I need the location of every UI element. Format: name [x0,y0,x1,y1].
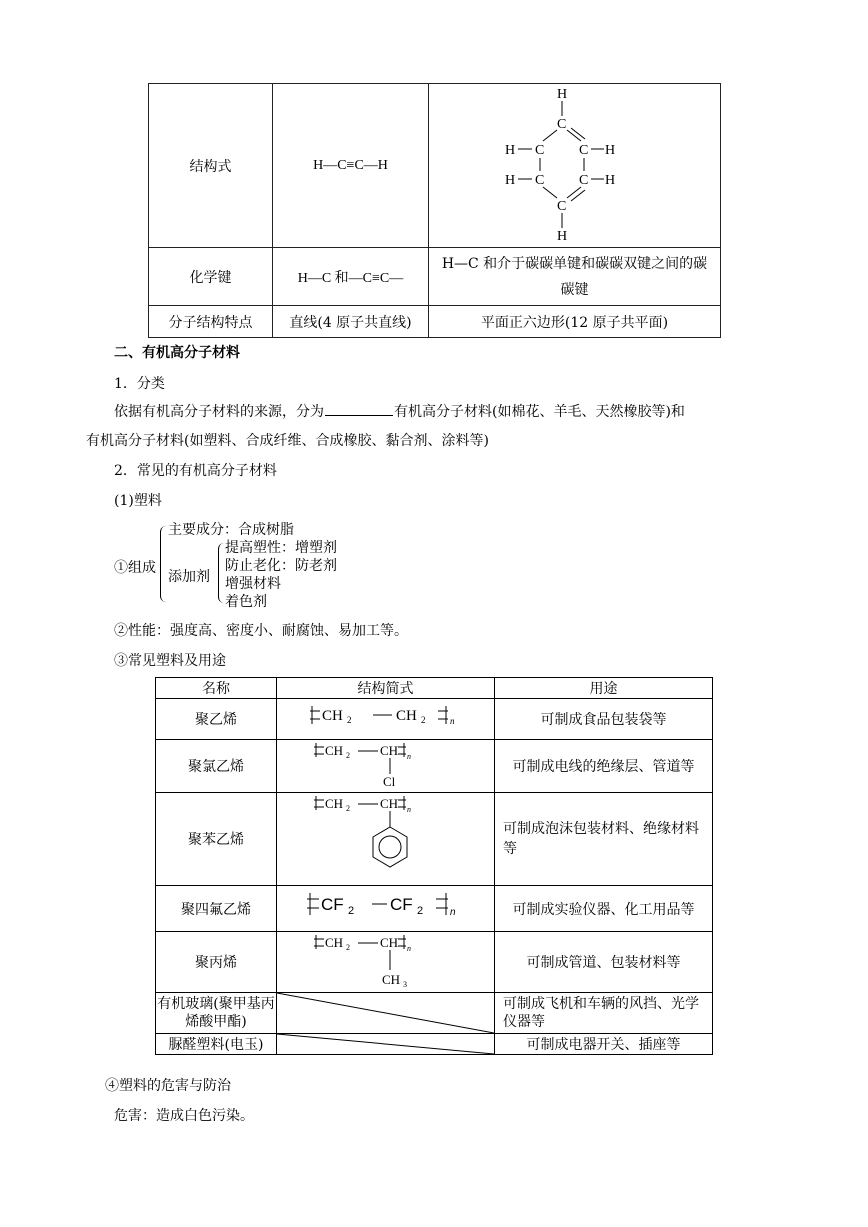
benzene-kekule-diagram [505,86,645,246]
atom-h-top: H [556,86,567,102]
svg-text:2: 2 [345,943,350,952]
formula-polystyrene [277,793,495,886]
svg-text:H: H [504,142,515,158]
plastic-name: 聚丙烯 [156,932,277,993]
item-plastic: (1)塑料 [114,493,162,509]
hazard-text: 危害：造成白色污染。 [114,1108,254,1124]
plastic-use: 可制成电器开关、插座等 [495,1034,713,1055]
svg-text:CF: CF [320,894,344,914]
table-row [156,793,713,886]
formula-empty [277,1034,495,1055]
svg-text:3: 3 [402,980,407,988]
diagonal-line [277,993,494,1033]
svg-text:CF: CF [389,894,413,914]
svg-text:n: n [406,944,411,953]
svg-text:n: n [449,716,454,726]
benzene-structure [429,84,721,248]
svg-text:Cl: Cl [382,774,395,788]
formula-empty [277,993,495,1034]
polyethylene-formula [286,699,486,735]
svg-text:CH: CH [324,796,343,811]
plastic-name: 有机玻璃(聚甲基丙烯酸甲酯) [156,993,277,1034]
section-heading: 二、有机高分子材料 [114,345,240,361]
acetylene-structure: H—C≡C—H [273,84,429,248]
table-row [156,1034,713,1055]
para-part-a: 依据有机高分子材料的来源，分为 [114,404,324,420]
formula-ptfe [277,886,495,932]
svg-text:C: C [534,142,544,158]
svg-text:2: 2 [416,904,423,917]
row-label-structure: 结构式 [149,84,273,248]
header-use: 用途 [495,678,713,699]
fill-in-blank[interactable] [325,401,393,416]
svg-text:CH: CH [324,743,343,758]
svg-text:CH: CH [379,743,398,758]
formula-pvc [277,740,495,793]
plastic-use: 可制成飞机和车辆的风挡、光学仪器等 [495,993,713,1034]
acetylene-feature: 直线(4 原子共直线) [273,306,429,338]
table-row [156,699,713,740]
table-row [156,886,713,932]
polystyrene-formula [286,793,486,881]
plastic-use: 可制成食品包装袋等 [495,699,713,740]
structure-table [148,83,721,338]
svg-text:CH: CH [379,935,398,950]
polypropylene-formula [286,932,486,988]
svg-text:H: H [504,172,515,188]
svg-text:CH: CH [324,935,343,950]
pvc-formula [286,740,486,788]
diagonal-line [277,1034,494,1054]
para-part-c: 有机高分子材料(如塑料、合成纤维、合成橡胶、黏合剂、涂料等) [86,433,489,449]
svg-text:CH: CH [395,708,417,724]
composition-label: ①组成 [114,560,156,576]
row-label-bond: 化学键 [149,248,273,306]
svg-text:C: C [578,142,588,158]
property-text: ②性能：强度高、密度小、耐腐蚀、易加工等。 [114,623,408,639]
additive-3: 增强材料 [225,576,281,592]
benzene-bond: H—C 和介于碳碳单键和碳碳双键之间的碳碳键 [429,248,721,306]
common-plastics-title: ③常见塑料及用途 [114,653,226,669]
svg-text:H: H [604,142,615,158]
atom-c-top: C [556,116,566,132]
row-label-feature: 分子结构特点 [149,306,273,338]
para-part-b: 有机高分子材料(如棉花、羊毛、天然橡胶等)和 [394,404,685,420]
table-row [156,740,713,793]
ptfe-formula [286,887,486,927]
plastic-name: 聚氯乙烯 [156,740,277,793]
plastic-use: 可制成实验仪器、化工用品等 [495,886,713,932]
hazard-title: ④塑料的危害与防治 [105,1078,231,1094]
formula-polyethylene [277,699,495,740]
plastic-name: 聚四氟乙烯 [156,886,277,932]
ch2-left: CH [321,708,343,724]
svg-text:C: C [578,172,588,188]
acetylene-bond: H—C 和—C≡C— [273,248,429,306]
plastic-use: 可制成泡沫包装材料、绝缘材料等 [495,793,713,886]
additive-1: 提高塑性：增塑剂 [225,540,337,556]
header-formula: 结构简式 [277,678,495,699]
plastic-use: 可制成电线的绝缘层、管道等 [495,740,713,793]
svg-text:n: n [406,805,411,814]
svg-text:CH: CH [381,972,400,987]
svg-text:H: H [604,172,615,188]
svg-text:2: 2 [347,904,354,917]
svg-text:2: 2 [345,804,350,813]
svg-text:2: 2 [346,715,351,725]
additive-4: 着色剂 [225,594,267,610]
plastic-name: 脲醛塑料(电玉) [156,1034,277,1055]
classification-paragraph [114,401,685,421]
formula-pp [277,932,495,993]
svg-text:CH: CH [379,796,398,811]
svg-text:2: 2 [345,751,350,760]
svg-text:C: C [556,198,566,214]
item-classification: 1．分类 [114,376,165,392]
table-row [156,932,713,993]
svg-text:n: n [406,752,411,761]
svg-text:n: n [449,906,456,918]
plastic-name: 聚乙烯 [156,699,277,740]
svg-text:2: 2 [420,715,425,725]
svg-text:H: H [556,228,567,244]
main-component: 主要成分：合成树脂 [168,522,294,538]
additive-2: 防止老化：防老剂 [225,558,337,574]
table-row [156,993,713,1034]
outer-brace [160,526,167,602]
benzene-feature: 平面正六边形(12 原子共平面) [429,306,721,338]
plastic-name: 聚苯乙烯 [156,793,277,886]
svg-text:C: C [534,172,544,188]
plastics-table [155,677,713,1055]
additive-label: 添加剂 [168,569,210,585]
inner-brace [218,543,224,603]
item-common-materials: 2．常见的有机高分子材料 [114,463,277,479]
header-name: 名称 [156,678,277,699]
plastic-use: 可制成管道、包装材料等 [495,932,713,993]
